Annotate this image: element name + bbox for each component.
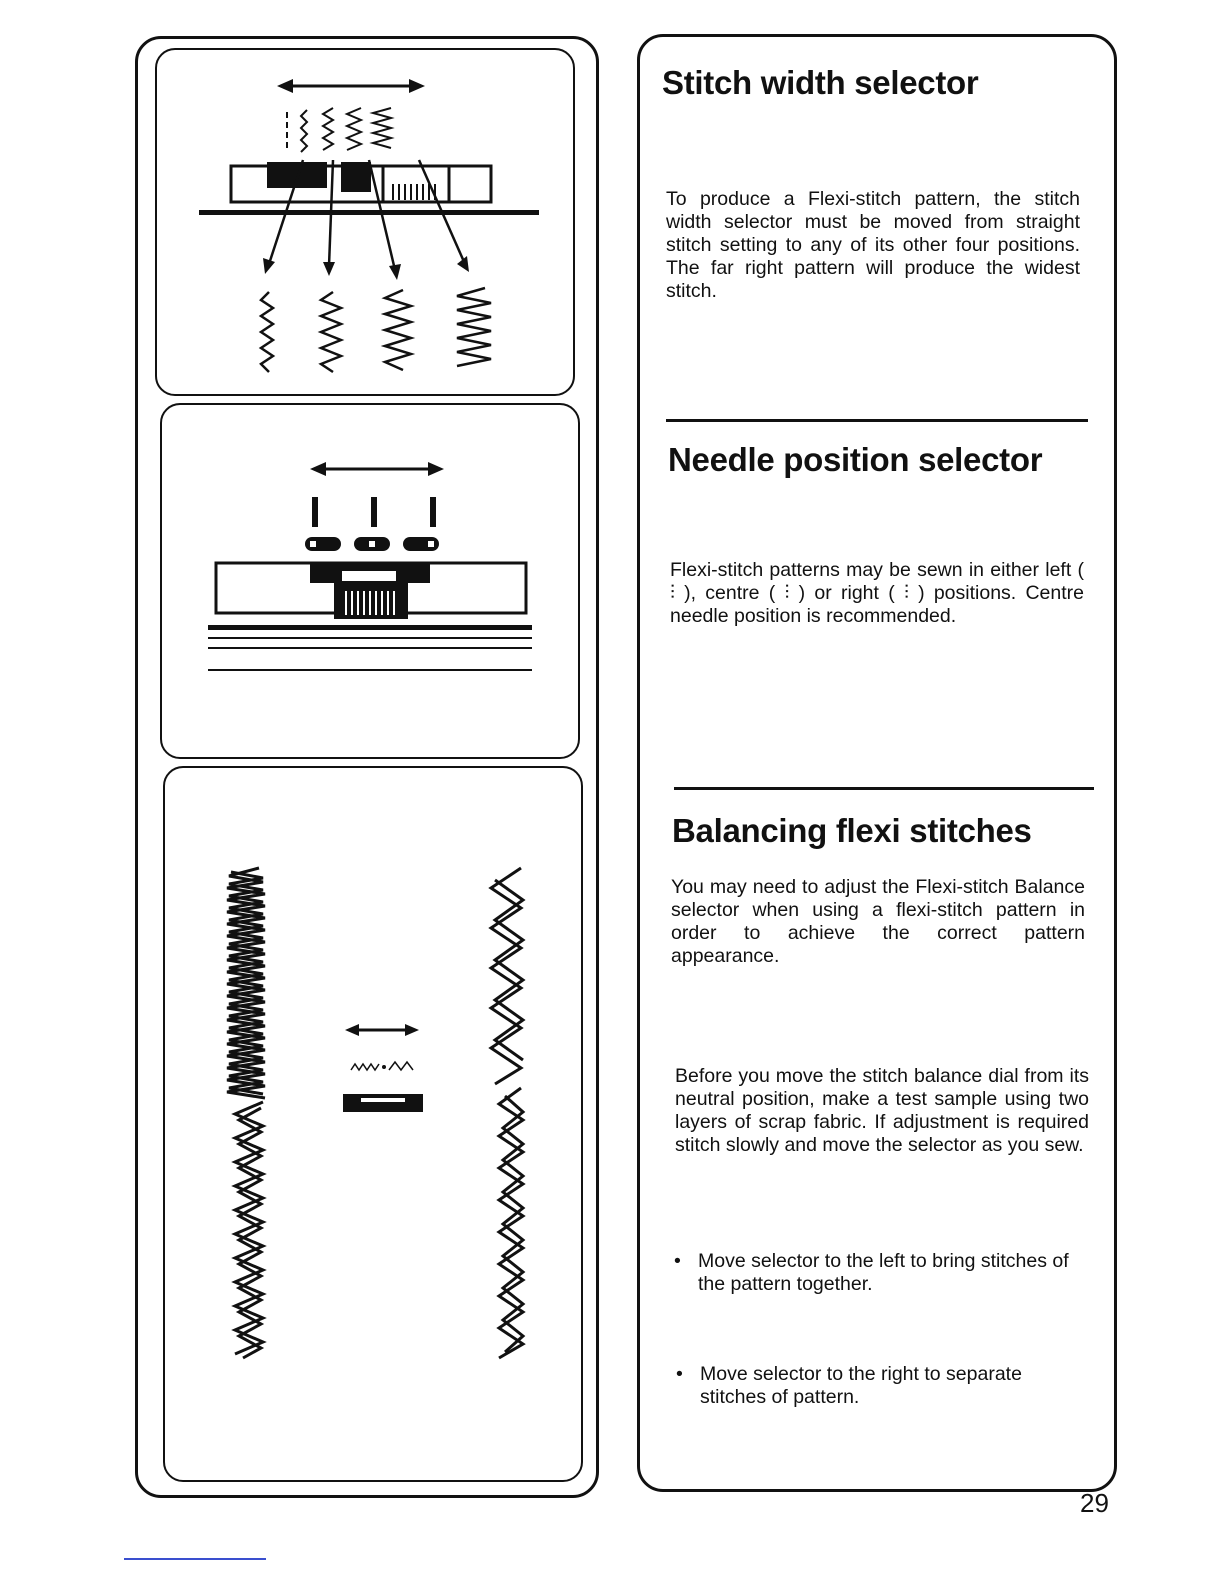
needle-position-illustration [160, 403, 580, 759]
section-divider [666, 419, 1088, 422]
bullet-icon: • [676, 1363, 683, 1385]
zigzag-samples-icon [261, 288, 491, 372]
needle-position-diagram [162, 405, 578, 757]
width-symbols-icon [287, 108, 391, 152]
balancing-intro-text: You may need to adjust the Flexi-stitch Balance selector when using a flexi-stitch pattern in order to achieve the correct pattern appearance. [671, 876, 1085, 967]
bullet-item-left [674, 1250, 1088, 1296]
needle-position-text: Flexi-stitch patterns may be sewn in either left ( ⫶ ), centre ( ⫶ ) or right ( ⫶ ) positions. Centre needle position is recommended. [670, 559, 1084, 627]
stitch-width-heading: Stitch width selector [662, 64, 979, 101]
balancing-instructions-text: Before you move the stitch balance dial from its neutral position, make a test sample using two layers of scrap fabric. If adjustment is required stitch slowly and move the selector as you sew. [675, 1065, 1089, 1156]
balance-diagram [165, 768, 581, 1480]
balance-illustration [163, 766, 583, 1482]
stitch-width-diagram [157, 50, 573, 394]
stitch-width-illustration [155, 48, 575, 396]
balance-selector-icon [343, 1024, 423, 1112]
bullet-item-right [676, 1363, 1090, 1409]
link-underline [124, 1558, 266, 1560]
dial-housing [199, 162, 539, 215]
section-divider [674, 787, 1094, 790]
needle-position-heading: Needle position selector [668, 441, 1043, 478]
double-arrow-icon [277, 79, 425, 93]
bullet-text: Move selector to the left to bring stitches of the pattern together. [698, 1250, 1069, 1295]
compressed-stitch-icon [227, 868, 265, 1358]
bullet-text: Move selector to the right to separate stitches of pattern. [700, 1363, 1022, 1408]
selector-housing [208, 563, 532, 671]
balancing-heading: Balancing flexi stitches [672, 812, 1032, 849]
page-number: 29 [1080, 1488, 1109, 1518]
double-arrow-icon [310, 462, 444, 476]
stitch-width-text: To produce a Flexi-stitch pattern, the stitch width selector must be moved from straight stitch setting to any of its other four positions. The far right pattern will produce the widest stitch. [666, 188, 1080, 302]
bullet-icon: • [674, 1250, 681, 1272]
needle-icons [305, 497, 439, 551]
spread-stitch-icon [491, 868, 523, 1358]
